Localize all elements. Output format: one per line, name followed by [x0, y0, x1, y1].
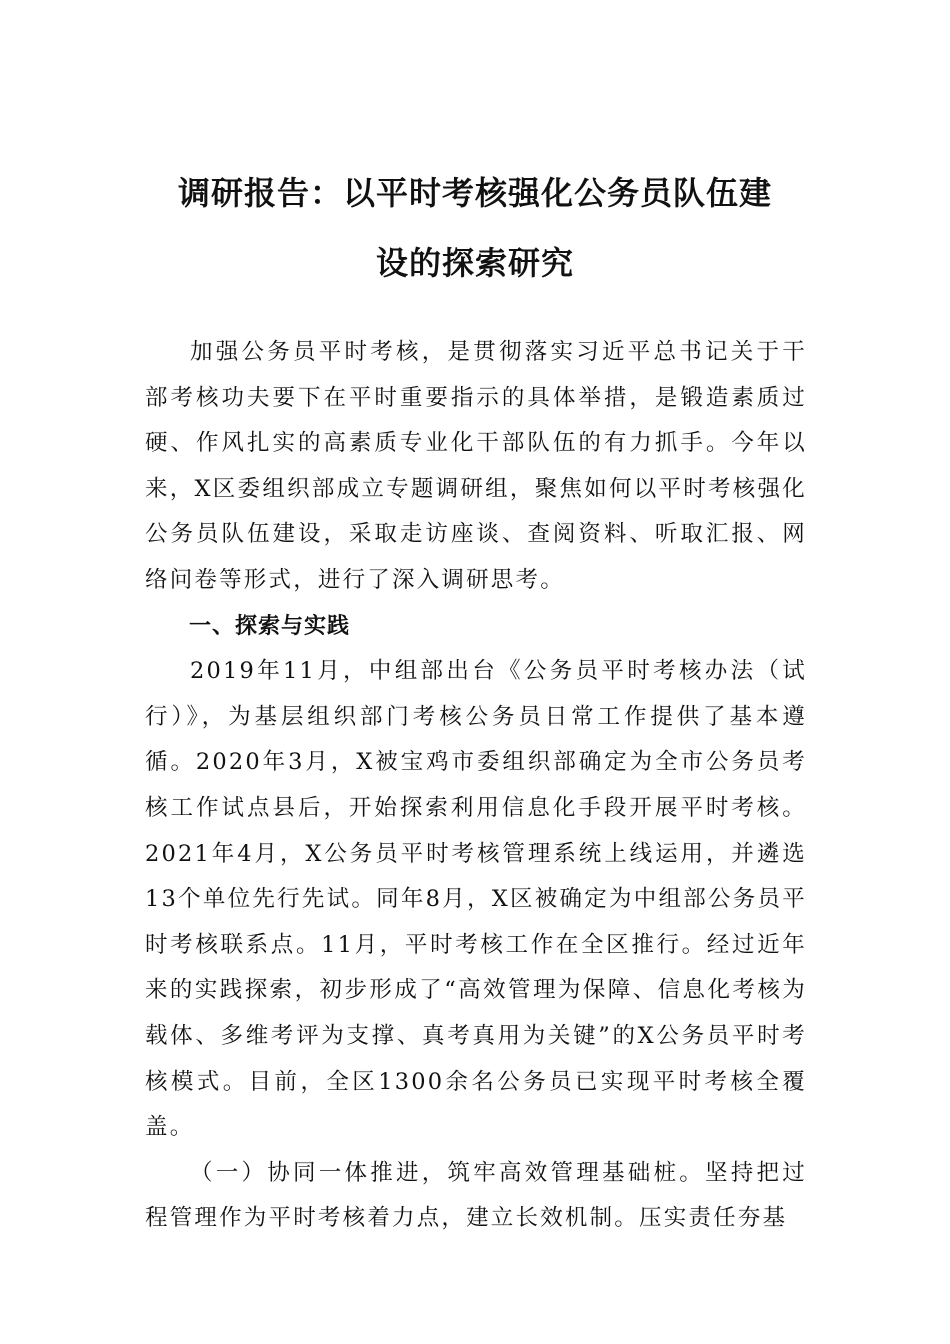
document-title	[140, 158, 810, 298]
section-heading: 一、探索与实践	[189, 613, 351, 639]
title-line-1: 调研报告：以平时考核强化公务员队伍建	[177, 174, 772, 212]
body-paragraph: 2019年11月，中组部出台《公务员平时考核办法（试行）》，为基层组织部门考核公务员日常工作提供了基本遵循。2020年3月，X被宝鸡市委组织部确定为全市公务员考核工作试点县后，开始探索利用信息化手段开展平时考核。2021年4月，X公务员平时考核管理系统上线运用，并遴选13个单位先行先试。同年8月，X区被确定为中组部公务员平时考核联系点。11月，平时考核工作在全区推行。经过近年来的实践探索，初步形成了“高效管理为保障、信息化考核为载体、多维考评为支撑、真考真用为关键”的X公务员平时考核模式。目前，全区1300余名公务员已实现平时考核全覆盖。	[145, 658, 807, 1141]
document-body	[145, 330, 807, 1242]
title-line-2: 设的探索研究	[375, 244, 574, 282]
body-paragraph: （一）协同一体推进，筑牢高效管理基础桩。坚持把过程管理作为平时考核着力点，建立长效机制。压实责任夯基	[145, 1159, 807, 1232]
intro-paragraph: 加强公务员平时考核，是贯彻落实习近平总书记关于干部考核功夫要下在平时重要指示的具体举措，是锻造素质过硬、作风扎实的高素质专业化干部队伍的有力抓手。今年以来，X区委组织部成立专题调研组，聚焦如何以平时考核强化公务员队伍建设，采取走访座谈、查阅资料、听取汇报、网络问卷等形式，进行了深入调研思考。	[145, 339, 807, 593]
